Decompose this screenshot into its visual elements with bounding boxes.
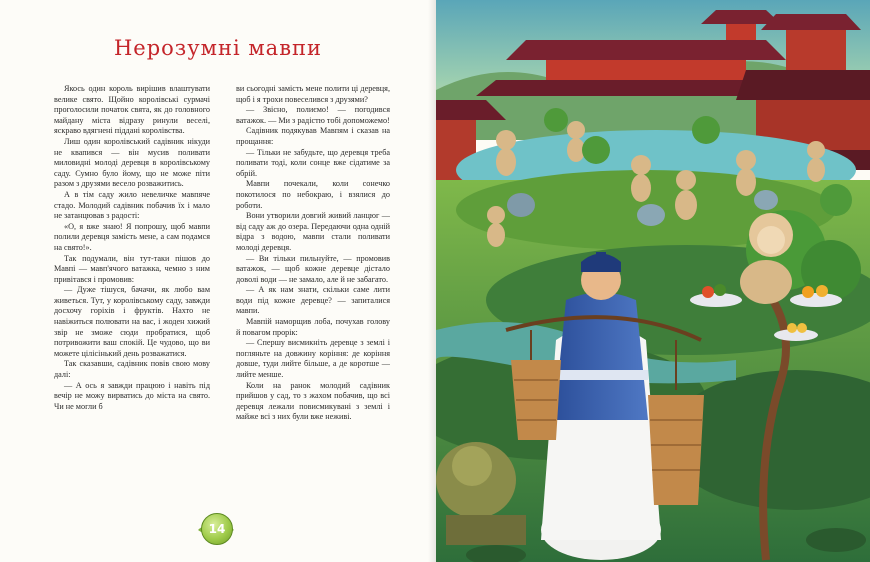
story-title: Нерозумні мавпи [113, 36, 323, 60]
garden-monkeys-illustration [436, 0, 870, 562]
paragraph: «О, я вже знаю! Я попрошу, щоб мавпи полили деревця замість мене, а сам подамся на свято!». [54, 221, 210, 252]
story-illustration [436, 0, 870, 562]
paragraph: Мавпи почекали, коли сонечко покотилося по небокраю, і взялися до роботи. [236, 179, 390, 210]
paragraph: Так подумали, він тут-таки пішов до Мавпі — мавп'ячого ватажка, чемно з ним привітався і промовив: [54, 253, 210, 284]
paragraph: — Спершу висмикніть деревце з землі і погляньте на довжину коріння: де коріння довше, туди лийте більше, а де коротше — лийте менше. [236, 338, 390, 380]
text-column-right [236, 84, 390, 423]
paragraph: А в тім саду жило невеличке мавпяче стадо. Молодий садівник побачив їх і мало не затанцював з радості: [54, 189, 210, 221]
paragraph: — Тільки не забудьте, що деревця треба поливати тоді, коли сонце вже сідатиме за обрій. [236, 147, 390, 178]
paragraph: — А як нам знати, скільки саме лити води під кожне деревце? — запиталися мавпи. [236, 285, 390, 316]
paragraph: — Ви тільки пильнуйте, — промовив ватажок, — щоб кожне деревце дістало доволі води — не замало, але й не забагато. [236, 253, 390, 284]
page-number-badge: 14 [201, 513, 233, 545]
paragraph: Лиш один королівський садівник нікуди не квапився — він мусив поливати миловидні молоді деревця в королівському саду. Сумно було йому, що не може піти разом з друзями весело розважитись. [54, 136, 210, 189]
paragraph: Садівник подякував Мавпям і сказав на прощання: [236, 126, 390, 146]
paragraph: Вони утворили довгий живий ланцюг — від саду аж до озера. Передаючи одна одній відра з водою, мавпи стали поливати молоді деревця. [236, 211, 390, 252]
text-column-left [54, 84, 210, 412]
paragraph: Так сказавши, садівник повів свою мову далі: [54, 359, 210, 380]
paragraph: Мавпій наморщив лоба, почухав голову й повагом прорік: [236, 317, 390, 337]
paragraph: — Дуже тішуся, бачачи, як любо вам живеться. Тут, у королівському саду, завжди досхочу горіхів і фруктів. Нахто не навіжиться полювати на вас, і жоден хижий звір не зможе сюди пробратися, щоб потривожити ваш спокій. Це чудово, що ви можете цілісінький день розважатися. [54, 285, 210, 358]
paragraph: — А ось я завжди працюю і навіть під вечір не можу вирватись до міста на свято. Чи не могли б [54, 380, 210, 411]
paragraph: ви сьогодні замість мене полити ці деревця, щоб і я трохи повеселився з друзями? [236, 84, 390, 104]
paragraph: — Звісно, полиємо! — погодився ватажок. — Ми з радістю тобі допоможемо! [236, 105, 390, 125]
paragraph: Коли на ранок молодий садівник прийшов у сад, то з жахом побачив, що всі деревця лежали повисмикувані з землі і майже всі з них були вже неживі. [236, 380, 390, 422]
paragraph: Якось один король вирішив влаштувати велике свято. Щойно королівські сурмачі проголосили початок свята, як до головного майдану міста відразу ринули веселі, яскраво вдягнені піддані королівства. [54, 84, 210, 136]
